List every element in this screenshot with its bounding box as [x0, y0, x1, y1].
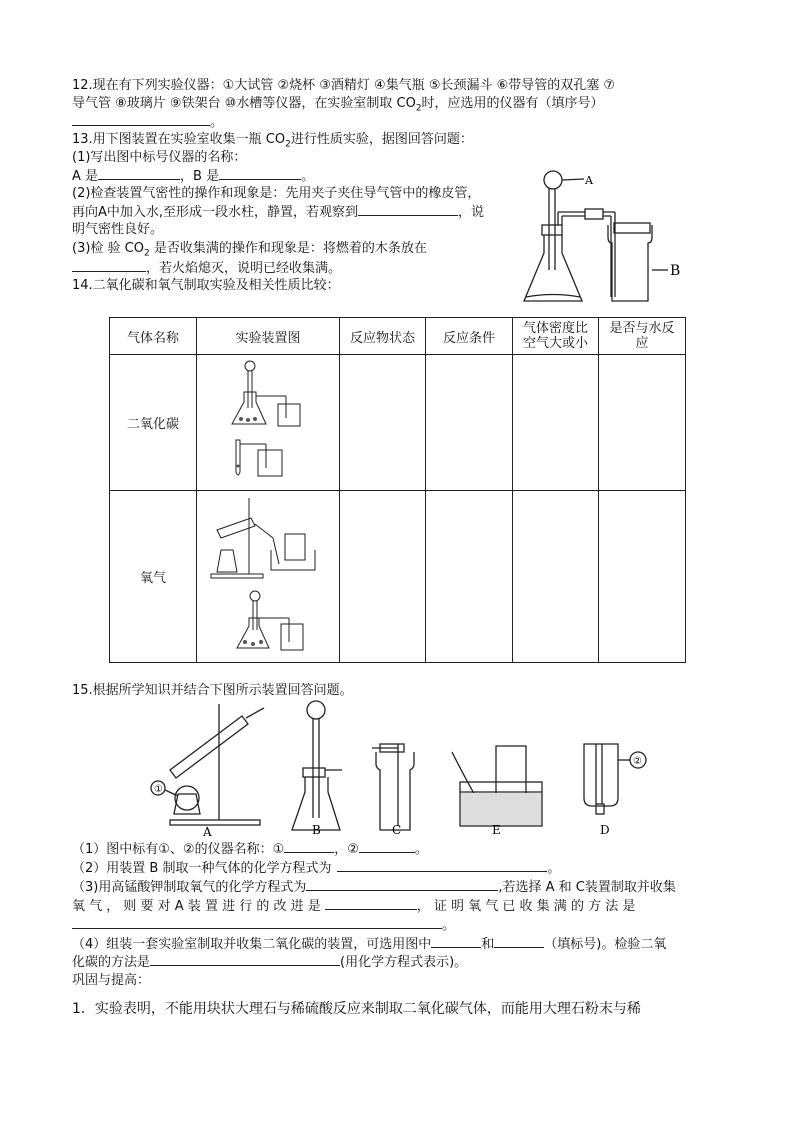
q15-p1-mid: ，②	[334, 842, 359, 857]
header-water-l2: 应	[635, 336, 649, 351]
q12-line1: 12.现在有下列实验仪器：①大试管 ②烧杯 ③酒精灯 ④集气瓶 ⑤长颈漏斗 ⑥带导管的双孔塞 ⑦	[72, 78, 616, 93]
q15-p3-blank-2[interactable]	[325, 897, 417, 910]
q13-p3-tail: ，若火焰熄灭，说明已经收集满。	[146, 261, 342, 276]
q13-part1-answers	[72, 167, 314, 185]
q15-p3-l2-tail: ， 证 明 氧 气 已 收 集 满 的 方 法 是	[416, 899, 636, 914]
q15-p3-end: 。	[442, 918, 456, 933]
q13-b-blank[interactable]	[219, 167, 301, 180]
q13-a-blank[interactable]	[98, 167, 180, 180]
q13-fig-label-b: B	[670, 263, 681, 279]
q15-circle-2: ②	[633, 756, 642, 767]
q13-part3-line2	[72, 259, 341, 277]
q13-p3-text-a: (3)检 验 CO	[72, 241, 144, 256]
o2-apparatus-drawing	[203, 492, 333, 657]
header-water-reaction	[599, 318, 686, 355]
q15-circle-1: ①	[154, 784, 163, 795]
row-o2-apparatus	[197, 491, 340, 663]
co2-condition-cell[interactable]	[426, 355, 513, 491]
header-density	[513, 318, 599, 355]
q15-p3-blank-1[interactable]	[306, 878, 498, 891]
q12-text-b: 时，应选用的仪器有（填序号）	[421, 96, 604, 111]
q15-p3-text: （3)用高锰酸钾制取氧气的化学方程式为	[72, 880, 307, 895]
q15-p1-blank-1[interactable]	[284, 840, 334, 853]
q13-part2-line3: 明气密性良好。	[72, 222, 164, 237]
q13-part2-line1: (2)检查装置气密性的操作和现象是：先用夹子夹住导气管中的橡皮管，	[72, 186, 481, 201]
q15-p2-blank[interactable]	[337, 859, 547, 872]
o2-condition-cell[interactable]	[426, 491, 513, 663]
q13-title-sub: 2	[285, 139, 291, 150]
header-density-l2: 空气大或小	[522, 336, 588, 351]
q15-p2-end: 。	[547, 861, 561, 876]
q14-title: 14.二氧化碳和氧气制取实验及相关性质比较：	[72, 278, 340, 293]
q15-p3-l2-text: 氧 气 ， 则 要 对 A 装 置 进 行 的 改 进 是	[72, 899, 321, 914]
o2-water-cell[interactable]	[599, 491, 686, 663]
row-o2-name: 氧气	[110, 491, 197, 663]
q15-p1-end: 。	[414, 842, 428, 857]
q12-answer-blank[interactable]	[72, 113, 210, 126]
q1-line: 1．实验表明，不能用块状大理石与稀硫酸反应来制取二氧化碳气体，而能用大理石粉末与稀	[72, 1001, 641, 1017]
q15-p2-text: （2）用装置 B 制取一种气体的化学方程式为	[72, 861, 332, 876]
row-co2-apparatus	[197, 355, 340, 491]
q13-p2-blank[interactable]	[358, 203, 458, 216]
header-water-l1: 是否与水反	[609, 321, 675, 336]
consolidate-heading: 巩固与提高：	[72, 973, 151, 988]
q15-label-b: B	[312, 823, 321, 837]
q13-p3-text-b: 是否收集满的操作和现象是：将燃着的木条放在	[149, 241, 427, 256]
q15-title: 15.根据所学知识并结合下图所示装置回答问题。	[72, 683, 353, 698]
q15-p4-l2-text: 化碳的方法是	[72, 955, 151, 970]
q15-part3-line1	[72, 878, 676, 896]
q13-p3-sub: 2	[144, 248, 150, 259]
q15-p4-l2-tail: (用化学方程式表示)。	[340, 955, 468, 970]
header-reactant-state: 反应物状态	[340, 318, 426, 355]
co2-apparatus-drawing	[208, 356, 328, 486]
co2-water-cell[interactable]	[599, 355, 686, 491]
q13-fig-label-a: A	[585, 174, 593, 187]
q13-p2-tail: ，说	[458, 205, 485, 220]
q13-title-a: 13.用下图装置在实验室收集一瓶 CO	[72, 132, 286, 147]
q12-end: 。	[210, 115, 224, 130]
q15-p1-blank-2[interactable]	[359, 840, 415, 853]
o2-reactant-state-cell[interactable]	[340, 491, 426, 663]
q14-comparison-table	[109, 317, 686, 663]
q12-line2	[72, 95, 604, 112]
header-apparatus: 实验装置图	[197, 318, 340, 355]
q12-text-a: 导气管 ⑧玻璃片 ⑨铁架台 ⑩水槽等仪器，在实验室制取 CO	[72, 96, 416, 111]
q15-p4-blank-2[interactable]	[494, 935, 544, 948]
q13-title	[72, 131, 473, 148]
q15-part4-line2	[72, 953, 467, 971]
q15-p4-text: （4）组装一套实验室制取并收集二氧化碳的装置，可选用图中	[72, 937, 432, 952]
q12-line3	[72, 113, 223, 131]
q13-part2-line2	[72, 203, 484, 221]
q15-part3-line3	[72, 916, 455, 934]
q15-label-d: D	[600, 823, 610, 837]
row-co2-name: 二氧化碳	[110, 355, 197, 491]
q15-part2	[72, 859, 560, 877]
q15-p4-and: 和	[481, 937, 495, 952]
q13-p1-end: 。	[301, 169, 315, 184]
q15-label-c: C	[392, 823, 402, 837]
q15-p4-blank-1[interactable]	[431, 935, 481, 948]
co2-reactant-state-cell[interactable]	[340, 355, 426, 491]
o2-density-cell[interactable]	[513, 491, 599, 663]
q13-a-label: A 是	[72, 169, 99, 184]
q13-apparatus-figure	[510, 165, 710, 310]
q15-p3-text-b: ,若选择 A 和 C装置制取并收集	[498, 880, 676, 895]
q15-label-e: E	[492, 823, 501, 837]
header-condition: 反应条件	[426, 318, 513, 355]
q15-label-a: A	[203, 825, 212, 839]
q15-part3-line2	[72, 897, 635, 915]
q15-apparatus-figure	[140, 700, 670, 840]
q15-p3-blank-3[interactable]	[72, 916, 442, 929]
q13-part1: (1)写出图中标号仪器的名称：	[72, 150, 247, 165]
q13-p3-blank[interactable]	[72, 259, 146, 272]
header-gas-name: 气体名称	[110, 318, 197, 355]
q13-title-b: 进行性质实验，据图回答问题：	[290, 132, 473, 147]
q13-p2-text: 再向A中加入水,至形成一段水柱，静置，若观察到	[72, 205, 359, 220]
q15-p1-text: （1）图中标有①、②的仪器名称：①	[72, 842, 285, 857]
q13-b-label: ，B 是	[180, 169, 220, 184]
q13-part3-line1	[72, 240, 427, 257]
q15-p4-blank-3[interactable]	[150, 953, 340, 966]
header-density-l1: 气体密度比	[522, 321, 588, 336]
q15-part4-line1	[72, 935, 666, 953]
co2-density-cell[interactable]	[513, 355, 599, 491]
q12-sub: 2	[415, 103, 422, 114]
q15-part1	[72, 840, 428, 858]
q15-p4-tail: （填标号)。检验二氧	[544, 937, 667, 952]
